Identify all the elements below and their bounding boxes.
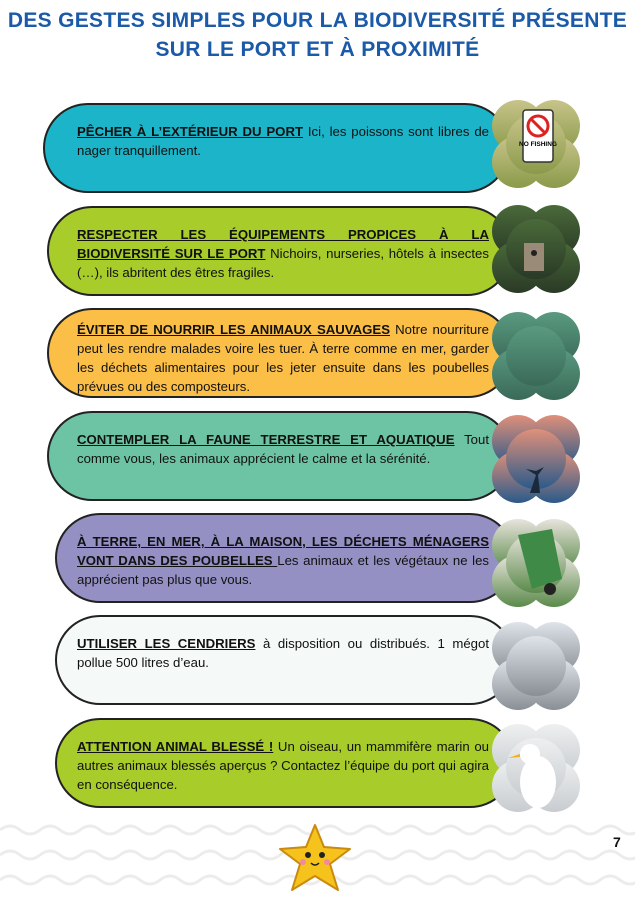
tip-card: [47, 411, 512, 501]
tip-text: [77, 430, 489, 468]
tip-heading: ATTENTION ANIMAL BLESSÉ !: [77, 739, 274, 754]
tip-text: [77, 532, 489, 589]
birdhouse-photo: [490, 203, 582, 295]
tip-heading: À TERRE, EN MER, À LA MAISON, LES DÉCHETS MÉNAGERS VONT DANS DES POUBELLES: [77, 534, 489, 568]
starfish-mascot-icon: [276, 822, 354, 894]
sign-text: NO FISHING: [519, 141, 557, 148]
tip-card: [47, 206, 512, 296]
ashtray-photo: [490, 620, 582, 712]
page-title-line-2: SUR LE PORT ET À PROXIMITÉ: [155, 38, 480, 61]
feeding-fish-photo: [490, 310, 582, 402]
tip-body: Nichoirs, nurseries, hôtels à insectes (…), ils abritent des êtres fragiles.: [77, 246, 489, 280]
tip-card: [43, 103, 510, 193]
page-title-line-1: DES GESTES SIMPLES POUR LA BIODIVERSITÉ PRÉSENTE: [7, 9, 628, 32]
tip-text: [77, 225, 489, 282]
tip-card: [55, 718, 515, 808]
tip-body: Notre nourriture peut les rendre malades voire les tuer. À terre comme en mer, garder les déchets alimentaires pour les jeter ensuite dans les poubelles prévues ou des composteurs.: [77, 322, 489, 394]
tip-body: Tout comme vous, les animaux apprécient le calme et la sérénité.: [77, 432, 489, 466]
tip-card: [55, 615, 515, 705]
tip-text: [77, 737, 489, 794]
tip-heading: CONTEMPLER LA FAUNE TERRESTRE ET AQUATIQUE: [77, 432, 455, 447]
tip-body: Ici, les poissons sont libres de nager tranquillement.: [77, 124, 489, 158]
tip-text: [77, 320, 489, 396]
tip-heading: ÉVITER DE NOURRIR LES ANIMAUX SAUVAGES: [77, 322, 390, 337]
whale-tail-photo: [490, 413, 582, 505]
page-number: 7: [613, 834, 621, 850]
tip-card: [47, 308, 513, 398]
tip-body: Les animaux et les végétaux ne les apprécient pas plus que vous.: [77, 553, 490, 587]
green-bin-photo: [490, 517, 582, 609]
tip-card: [55, 513, 515, 603]
tip-heading: PÊCHER À L’EXTÉRIEUR DU PORT: [77, 124, 304, 139]
tip-body: Un oiseau, un mammifère marin ou autres animaux blessés aperçus ? Contactez l’équipe du port qui agira en conséquence.: [77, 739, 490, 792]
seagull-photo: [490, 722, 582, 814]
no-fishing-sign-photo: [490, 98, 582, 190]
tip-text: [77, 122, 489, 160]
tip-heading: RESPECTER LES ÉQUIPEMENTS PROPICES À LA BIODIVERSITÉ SUR LE PORT: [77, 227, 489, 261]
tip-body: à disposition ou distribués. 1 mégot pollue 500 litres d’eau.: [77, 636, 489, 670]
tip-heading: UTILISER LES CENDRIERS: [77, 636, 256, 651]
tip-text: [77, 634, 489, 672]
